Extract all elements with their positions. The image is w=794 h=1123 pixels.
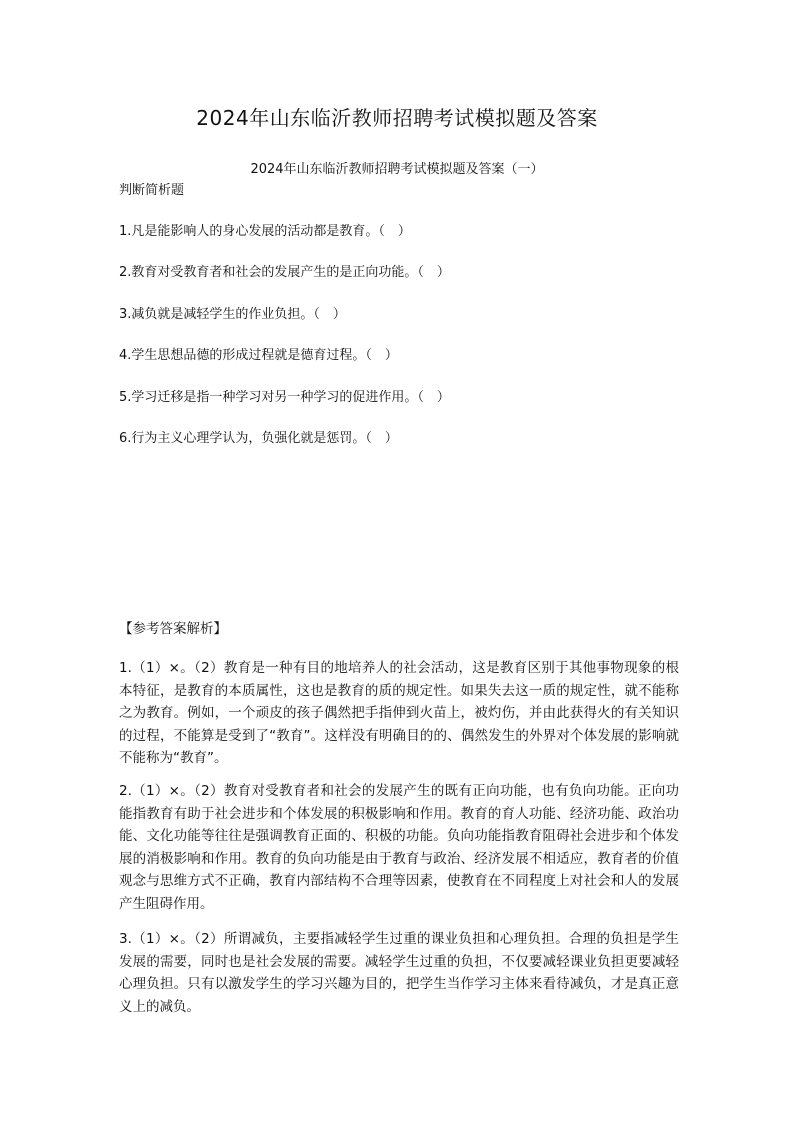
question-6: 6.行为主义心理学认为，负强化就是惩罚。（ ） [119, 431, 398, 446]
answer-2: 2.（1）×。（2）教育对受教育者和社会的发展产生的既有正向功能，也有负向功能。正向功能指教育有助于社会进步和个体发展的积极影响和作用。教育的育人功能、经济功能、政治功能、文化功能等往往是强调教育正面的、积极的功能。负向功能指教育阻碍社会进步和个体发展的消极影响和作用。教育的负向功能是由于教育与政治、经济发展不相适应，教育者的价值观念与思维方式不正确，教育内部结构不合理等因素，使教育在不同程度上对社会和人的发展产生阻碍作用。 [119, 783, 679, 912]
question-4: 4.学生思想品德的形成过程就是德育过程。（ ） [119, 348, 398, 363]
answer-1: 1.（1）×。（2）教育是一种有目的地培养人的社会活动，这是教育区别于其他事物现象的根本特征，是教育的本质属性，这也是教育的质的规定性。如果失去这一质的规定性，就不能称之为教育。例如，一个顽皮的孩子偶然把手指伸到火苗上，被灼伤，并由此获得火的有关知识的过程，不能算是受到了“教育”。这样没有明确目的的、偶然发生的外界对个体发展的影响就不能称为“教育”。 [119, 660, 679, 767]
document-title: 2024年山东临沂教师招聘考试模拟题及答案 [196, 106, 598, 130]
question-2: 2.教育对受教育者和社会的发展产生的是正向功能。（ ） [119, 265, 450, 280]
answers-heading: 【参考答案解析】 [119, 621, 227, 637]
question-3: 3.减负就是减轻学生的作业负担。（ ） [119, 307, 346, 322]
answer-3: 3.（1）×。（2）所谓减负，主要指减轻学生过重的课业负担和心理负担。合理的负担是学生发展的需要，同时也是社会发展的需要。减轻学生过重的负担，不仅要减轻课业负担更要减轻心理负担。只有以激发学生的学习兴趣为目的，把学生当作学习主体来看待减负，才是真正意义上的减负。 [119, 931, 679, 1015]
question-1: 1.凡是能影响人的身心发展的活动都是教育。（ ） [119, 224, 411, 239]
section-label: 判断简析题 [119, 183, 185, 198]
question-5: 5.学习迁移是指一种学习对另一种学习的促进作用。（ ） [119, 390, 450, 405]
document-subtitle: 2024年山东临沂教师招聘考试模拟题及答案（一） [250, 162, 544, 177]
